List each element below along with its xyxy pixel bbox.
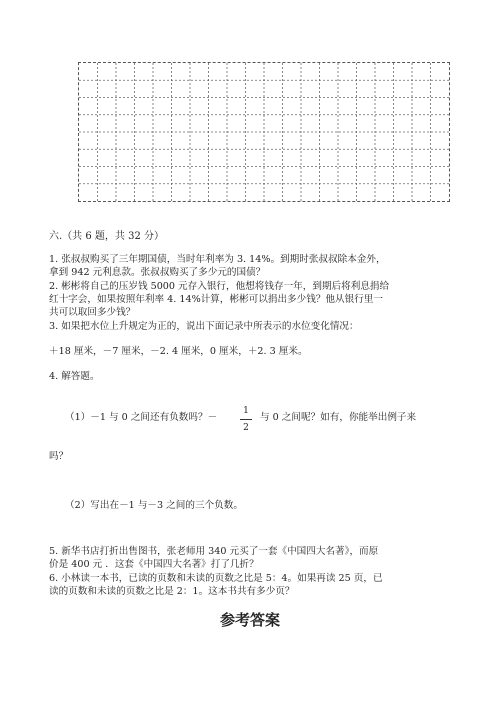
q6-line2: 读的页数和未读的页数之比是 2：1。这本书共有多少页？ [49,586,295,597]
section-heading: 六.（共 6 题，共 32 分） [49,231,164,242]
answer-title: 参考答案 [219,611,280,629]
q2-line1: 2. 彬彬将自己的压岁钱 5000 元存入银行，他想将钱存一年，到期后将利息捐给 [49,281,390,292]
q4-part1-c: 吗？ [49,451,69,462]
q6-line1: 6. 小林读一本书，已读的页数和未读的页数之比是 5：4。如果再读 25 页，已 [49,573,383,584]
q5-line1: 5. 新华书店打折出售图书，张老师用 340 元买了一套《中国四大名著》，而原 [49,546,379,557]
q4-title: 4. 解答题。 [49,371,100,382]
q3-line1: 3. 如果把水位上升规定为正的，说出下面记录中所表示的水位变化情况： [49,321,359,332]
q2-line2: 红十字会，如果按照年利率 4. 14%计算，彬彬可以捐出多少钱？他从银行里一 [49,294,383,305]
practice-grid [78,62,450,202]
fraction-bar [240,419,252,420]
q1-line2: 拿到 942 元利息款。张叔叔购买了多少元的国债？ [49,267,266,278]
q4-part2: （2）写出在－1 与－3 之间的三个负数。 [65,500,243,511]
q5-line2: 价是 400 元 ．这套《中国四大名著》打了几折？ [49,559,259,570]
q3-values: ＋18 厘米，－7 厘米，－2. 4 厘米，0 厘米，＋2. 3 厘米。 [49,346,308,357]
fraction-numerator: 1 [243,406,249,416]
q4-part1-a: （1）－1 与 0 之间还有负数吗？－ [65,412,218,423]
fraction-denominator: 2 [243,423,249,433]
q2-line3: 共可以取回多少钱？ [49,307,136,318]
q1-line1: 1. 张叔叔购买了三年期国债，当时年利率为 3. 14%。到期时张叔叔除本金外， [49,254,386,265]
q4-part1-b: 与 0 之间呢？如有，你能举出例子来 [260,412,417,423]
fraction-one-half [238,405,254,434]
grid-lines [79,63,449,201]
